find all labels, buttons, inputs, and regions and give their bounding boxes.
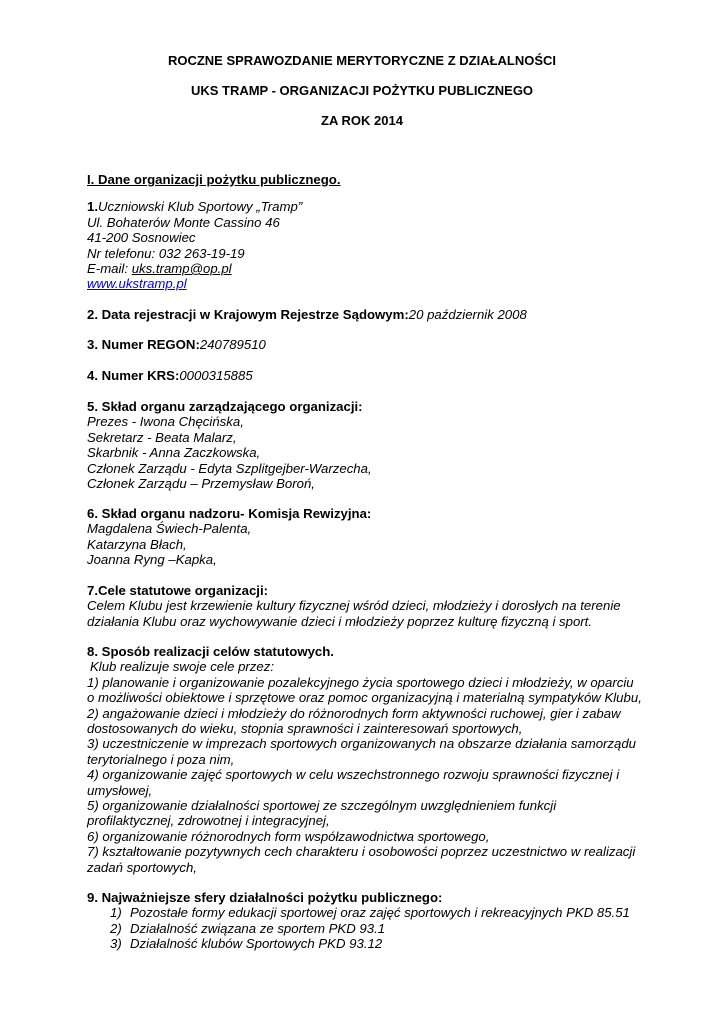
org-city: 41-200 Sosnowiec: [87, 230, 196, 246]
krs-value: 0000315885: [179, 368, 253, 383]
org-street: Ul. Bohaterów Monte Cassino 46: [87, 214, 280, 230]
board-member: Sekretarz - Beata Malarz,: [87, 429, 237, 445]
activity-number: 2): [110, 920, 122, 936]
website-link[interactable]: www.ukstramp.pl: [87, 276, 187, 292]
realization-line: terytorialnego i poza nim,: [87, 751, 235, 767]
goal-text-line: działania Klubu oraz wychowywanie dzieci i młodzieży poprzez kulturę fizyczną i sport.: [87, 613, 593, 629]
board-member: Członek Zarządu – Przemysław Boroń,: [87, 476, 315, 492]
registration-date-value: 20 październik 2008: [408, 307, 527, 322]
section-heading: I. Dane organizacji pożytku publicznego.: [87, 172, 341, 187]
activity-text: Pozostałe formy edukacji sportowej oraz zajęć sportowych i rekreacyjnych PKD 85.51: [130, 905, 630, 921]
public-benefit-activities: [87, 890, 687, 952]
org-email-line: [87, 261, 687, 276]
board-member: Członek Zarządu - Edyta Szplitgejber-Warzecha,: [87, 460, 372, 476]
goals-realization-label: 8. Sposób realizacji celów statutowych.: [87, 644, 334, 659]
board-member: Prezes - Iwona Chęcińska,: [87, 414, 244, 430]
committee-member: Joanna Ryng –Kapka,: [87, 552, 217, 568]
realization-line: 2) angażowanie dzieci i młodzieży do różnorodnych form aktywności ruchowej, gier i zabaw: [87, 705, 621, 721]
krs-label: 4. Numer KRS:: [87, 368, 180, 383]
statutory-goals: [87, 583, 687, 629]
realization-line: 5) organizowanie działalności sportowej ze szczególnym uwzględnieniem funkcji: [87, 798, 557, 814]
realization-line: profilaktycznej, zdrowotnej i integracyjnej,: [87, 813, 330, 829]
activity-item: [87, 921, 687, 936]
registration-date-label: 2. Data rejestracji w Krajowym Rejestrze Sądowym:: [87, 307, 409, 322]
regon-value: 240789510: [199, 337, 266, 352]
organization-title: UKS TRAMP - ORGANIZACJI POŻYTKU PUBLICZNEGO: [190, 83, 534, 98]
realization-line: 3) uczestniczenie w imprezach sportowych organizowanych na obszarze działania samorządu: [87, 736, 637, 752]
statutory-goals-label: 7.Cele statutowe organizacji:: [87, 583, 269, 598]
realization-line: o możliwości obiektowe i sprzętowe oraz pomoc organizacyjną i materialną sympatyków Klubu,: [87, 690, 642, 706]
section-organization-data: [87, 172, 687, 292]
realization-line: 4) organizowanie zajęć sportowych w celu wszechstronnego rozwoju sprawności fizycznej i: [87, 767, 620, 783]
management-board: [87, 399, 687, 491]
activity-number: 3): [110, 936, 122, 952]
activities-label: 9. Najważniejsze sfery działalności pożytku publicznego:: [87, 890, 443, 905]
realization-line: 1) planowanie i organizowanie pozalekcyjnego życia sportowego dzieci i młodzieży, w oparciu: [87, 674, 634, 690]
activity-text: Działalność klubów Sportowych PKD 93.12: [130, 936, 383, 952]
item-number: 1.: [87, 199, 98, 215]
report-title: ROCZNE SPRAWOZDANIE MERYTORYCZNE Z DZIAŁALNOŚCI: [167, 53, 557, 68]
email-link[interactable]: uks.tramp@op.pl: [131, 261, 232, 277]
registration-date: [87, 307, 687, 322]
activity-number: 1): [110, 905, 122, 921]
activity-item: [87, 936, 687, 951]
goals-realization: [87, 644, 687, 875]
org-name-line: [87, 199, 687, 214]
management-board-label: 5. Skład organu zarządzającego organizacji:: [87, 399, 363, 414]
org-name: Uczniowski Klub Sportowy „Tramp”: [98, 199, 303, 215]
realization-line: zadań sportowych,: [87, 859, 197, 875]
realization-line: 7) kształtowanie pozytywnych cech charakteru i osobowości poprzez uczestnictwo w realizacji: [87, 844, 636, 860]
supervisory-board: [87, 506, 687, 568]
regon-number: [87, 337, 687, 352]
report-year: ZA ROK 2014: [321, 113, 403, 128]
regon-label: 3. Numer REGON:: [87, 337, 200, 352]
realization-line: umysłowej,: [87, 782, 153, 798]
activity-item: [87, 905, 687, 920]
goals-realization-intro: Klub realizuje swoje cele przez:: [90, 659, 274, 675]
email-label: E-mail:: [87, 261, 132, 277]
goal-text-line: Celem Klubu jest krzewienie kultury fizycznej wśród dzieci, młodzieży i dorosłych na terenie: [87, 598, 621, 614]
supervisory-board-label: 6. Skład organu nadzoru- Komisja Rewizyjna:: [87, 506, 372, 521]
activity-text: Działalność związana ze sportem PKD 93.1: [130, 920, 386, 936]
board-member: Skarbnik - Anna Zaczkowska,: [87, 445, 261, 461]
committee-member: Magdalena Świech-Palenta,: [87, 521, 252, 537]
krs-number: [87, 368, 687, 383]
realization-line: 6) organizowanie różnorodnych form współzawodnictwa sportowego,: [87, 828, 490, 844]
org-phone: Nr telefonu: 032 263-19-19: [87, 245, 245, 261]
realization-line: dostosowanych do wieku, stopnia sprawności i zainteresowań sportowych,: [87, 721, 523, 737]
committee-member: Katarzyna Błach,: [87, 536, 187, 552]
